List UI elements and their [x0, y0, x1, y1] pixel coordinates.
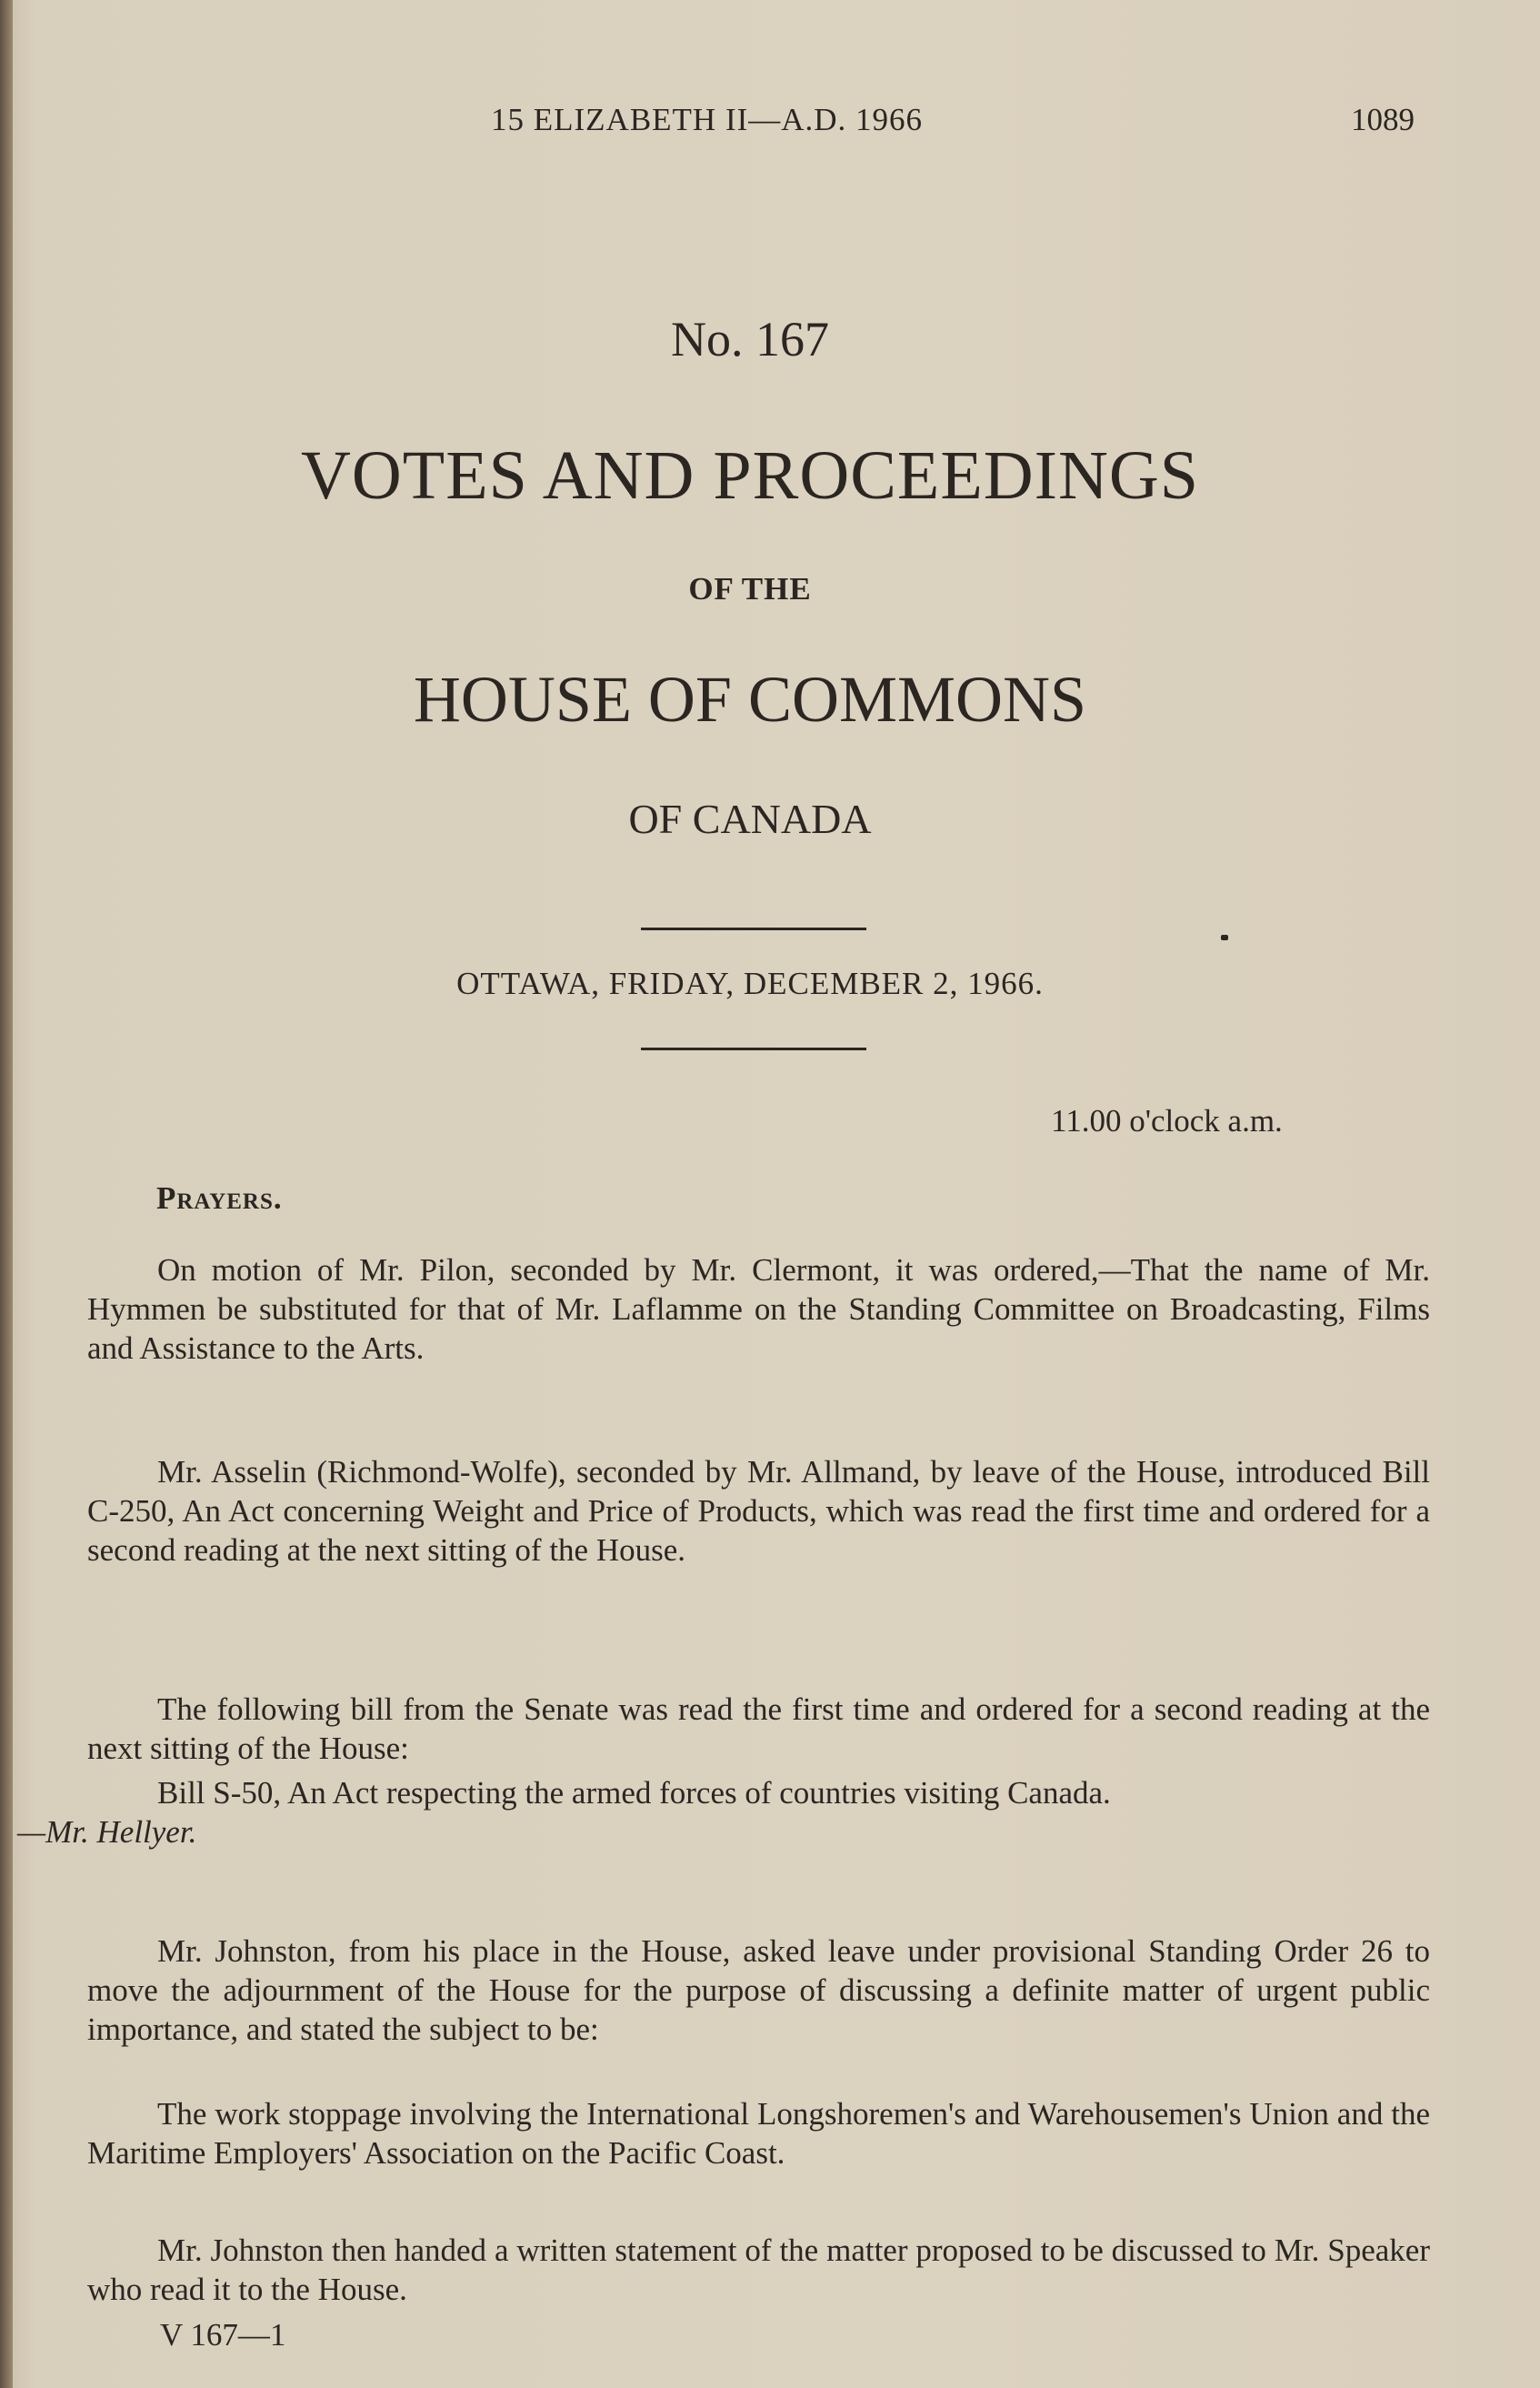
sitting-time: 11.00 o'clock a.m. [1051, 1103, 1283, 1139]
paragraph-written-statement: Mr. Johnston then handed a written statement of the matter proposed to be discussed to Mr. Speaker who read it to the House. [87, 2232, 1430, 2307]
paragraph-subject: The work stoppage involving the International Longshoremen's and Warehousemen's Union and the Maritime Employers' Association on the Pacific Coast. [87, 2096, 1430, 2171]
ink-speck [1221, 935, 1228, 940]
of-canada-heading: OF CANADA [628, 796, 872, 842]
issue-number: No. 167 [671, 312, 829, 366]
paragraph-committee-substitution: On motion of Mr. Pilon, seconded by Mr. Clermont, it was ordered,—That the name of Mr. Hymmen be substituted for that of Mr. Laflamme on the Standing Committee on Broadcasting, Films and Assistance to the Arts. [87, 1252, 1430, 1366]
paragraph-senate-bill: The following bill from the Senate was read the first time and ordered for a second reading at the next sitting of the House: [87, 1691, 1430, 1766]
divider-rule [641, 1048, 866, 1050]
running-head: 15 ELIZABETH II—A.D. 1966 [491, 102, 924, 137]
prayers-heading: Prayers. [156, 1180, 283, 1216]
bill-s50-sponsor: —Mr. Hellyer. [17, 1814, 197, 1850]
dateline: OTTAWA, FRIDAY, DECEMBER 2, 1966. [456, 966, 1044, 1001]
house-heading: HOUSE OF COMMONS [413, 663, 1087, 736]
paragraph-bill-s50 [17, 1773, 1430, 1851]
signature-mark: V 167—1 [160, 2317, 286, 2353]
divider-rule [641, 928, 866, 930]
bill-s50-text: Bill S-50, An Act respecting the armed forces of countries visiting Canada. [157, 1775, 1111, 1811]
subtitle-of-the: OF THE [688, 571, 812, 607]
page-title: VOTES AND PROCEEDINGS [301, 437, 1199, 514]
paragraph-adjournment-motion: Mr. Johnston, from his place in the House, asked leave under provisional Standing Order 26 to move the adjournment of the House for the purpose of discussing a definite matter of urgent public importance, and stated the subject to be: [87, 1933, 1430, 2047]
page-number: 1089 [1351, 102, 1415, 137]
paragraph-bill-c250: Mr. Asselin (Richmond-Wolfe), seconded by Mr. Allmand, by leave of the House, introduced Bill C-250, An Act concerning Weight and Price of Products, which was read the first time and ordered for a second reading at the next sitting of the House. [87, 1454, 1430, 1568]
